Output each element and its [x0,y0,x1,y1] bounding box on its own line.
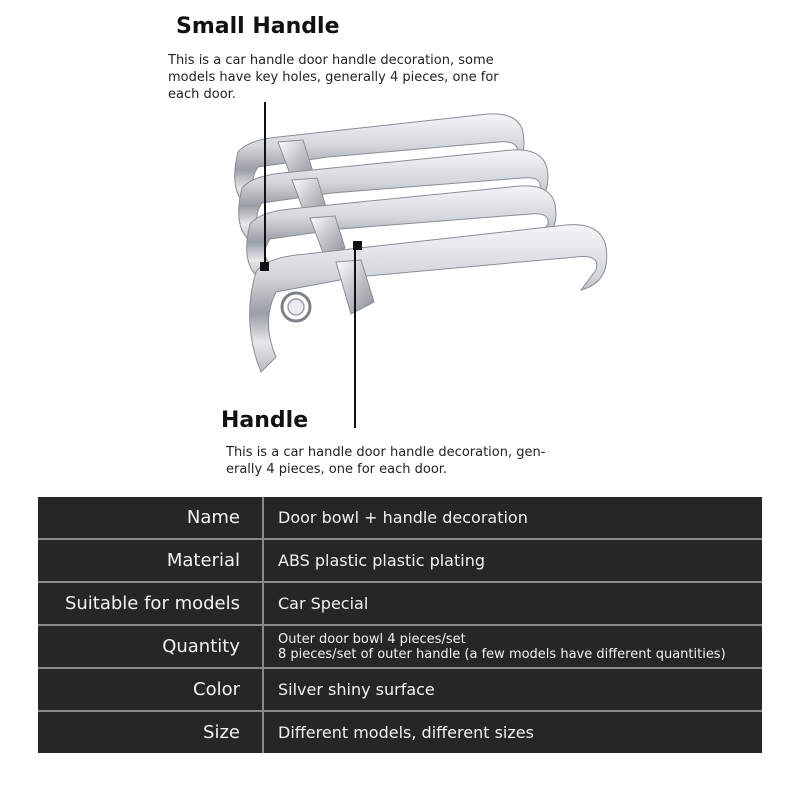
spec-value-line: 8 pieces/set of outer handle (a few models have different quantities) [278,646,726,662]
spec-table [38,497,762,753]
handle-description: This is a car handle door handle decoration, gen- erally 4 pieces, one for each door. [226,445,546,477]
handle-pointer-dot [353,241,362,250]
chrome-handle-covers-image [200,100,620,400]
spec-label: Material [38,540,264,583]
small-handle-pointer-dot [260,262,269,271]
spec-value-line: Outer door bowl 4 pieces/set [278,631,466,647]
handle-pointer-line [354,246,356,428]
spec-value: ABS plastic plastic plating [264,540,762,583]
handle-cover-4 [250,225,607,372]
small-handle-title: Small Handle [176,14,340,39]
handle-title: Handle [221,408,309,433]
small-handle-description: This is a car handle door handle decoration, some models have key holes, generally 4 pieces, one for each door. [168,53,499,102]
small-handle-pointer-line [264,102,266,266]
spec-row-name [38,497,762,540]
spec-row-quantity [38,626,762,669]
spec-value: Silver shiny surface [264,669,762,712]
spec-label: Suitable for models [38,583,264,626]
spec-label: Color [38,669,264,712]
spec-row-size [38,712,762,753]
spec-value: Different models, different sizes [278,723,534,742]
spec-row-suitable-models [38,583,762,626]
spec-value: Door bowl + handle decoration [264,497,762,540]
spec-label: Size [38,712,264,753]
spec-row-material [38,540,762,583]
spec-value [264,626,762,669]
spec-label: Name [38,497,264,540]
spec-value: Car Special [264,583,762,626]
spec-label: Quantity [38,626,264,669]
spec-row-color [38,669,762,712]
